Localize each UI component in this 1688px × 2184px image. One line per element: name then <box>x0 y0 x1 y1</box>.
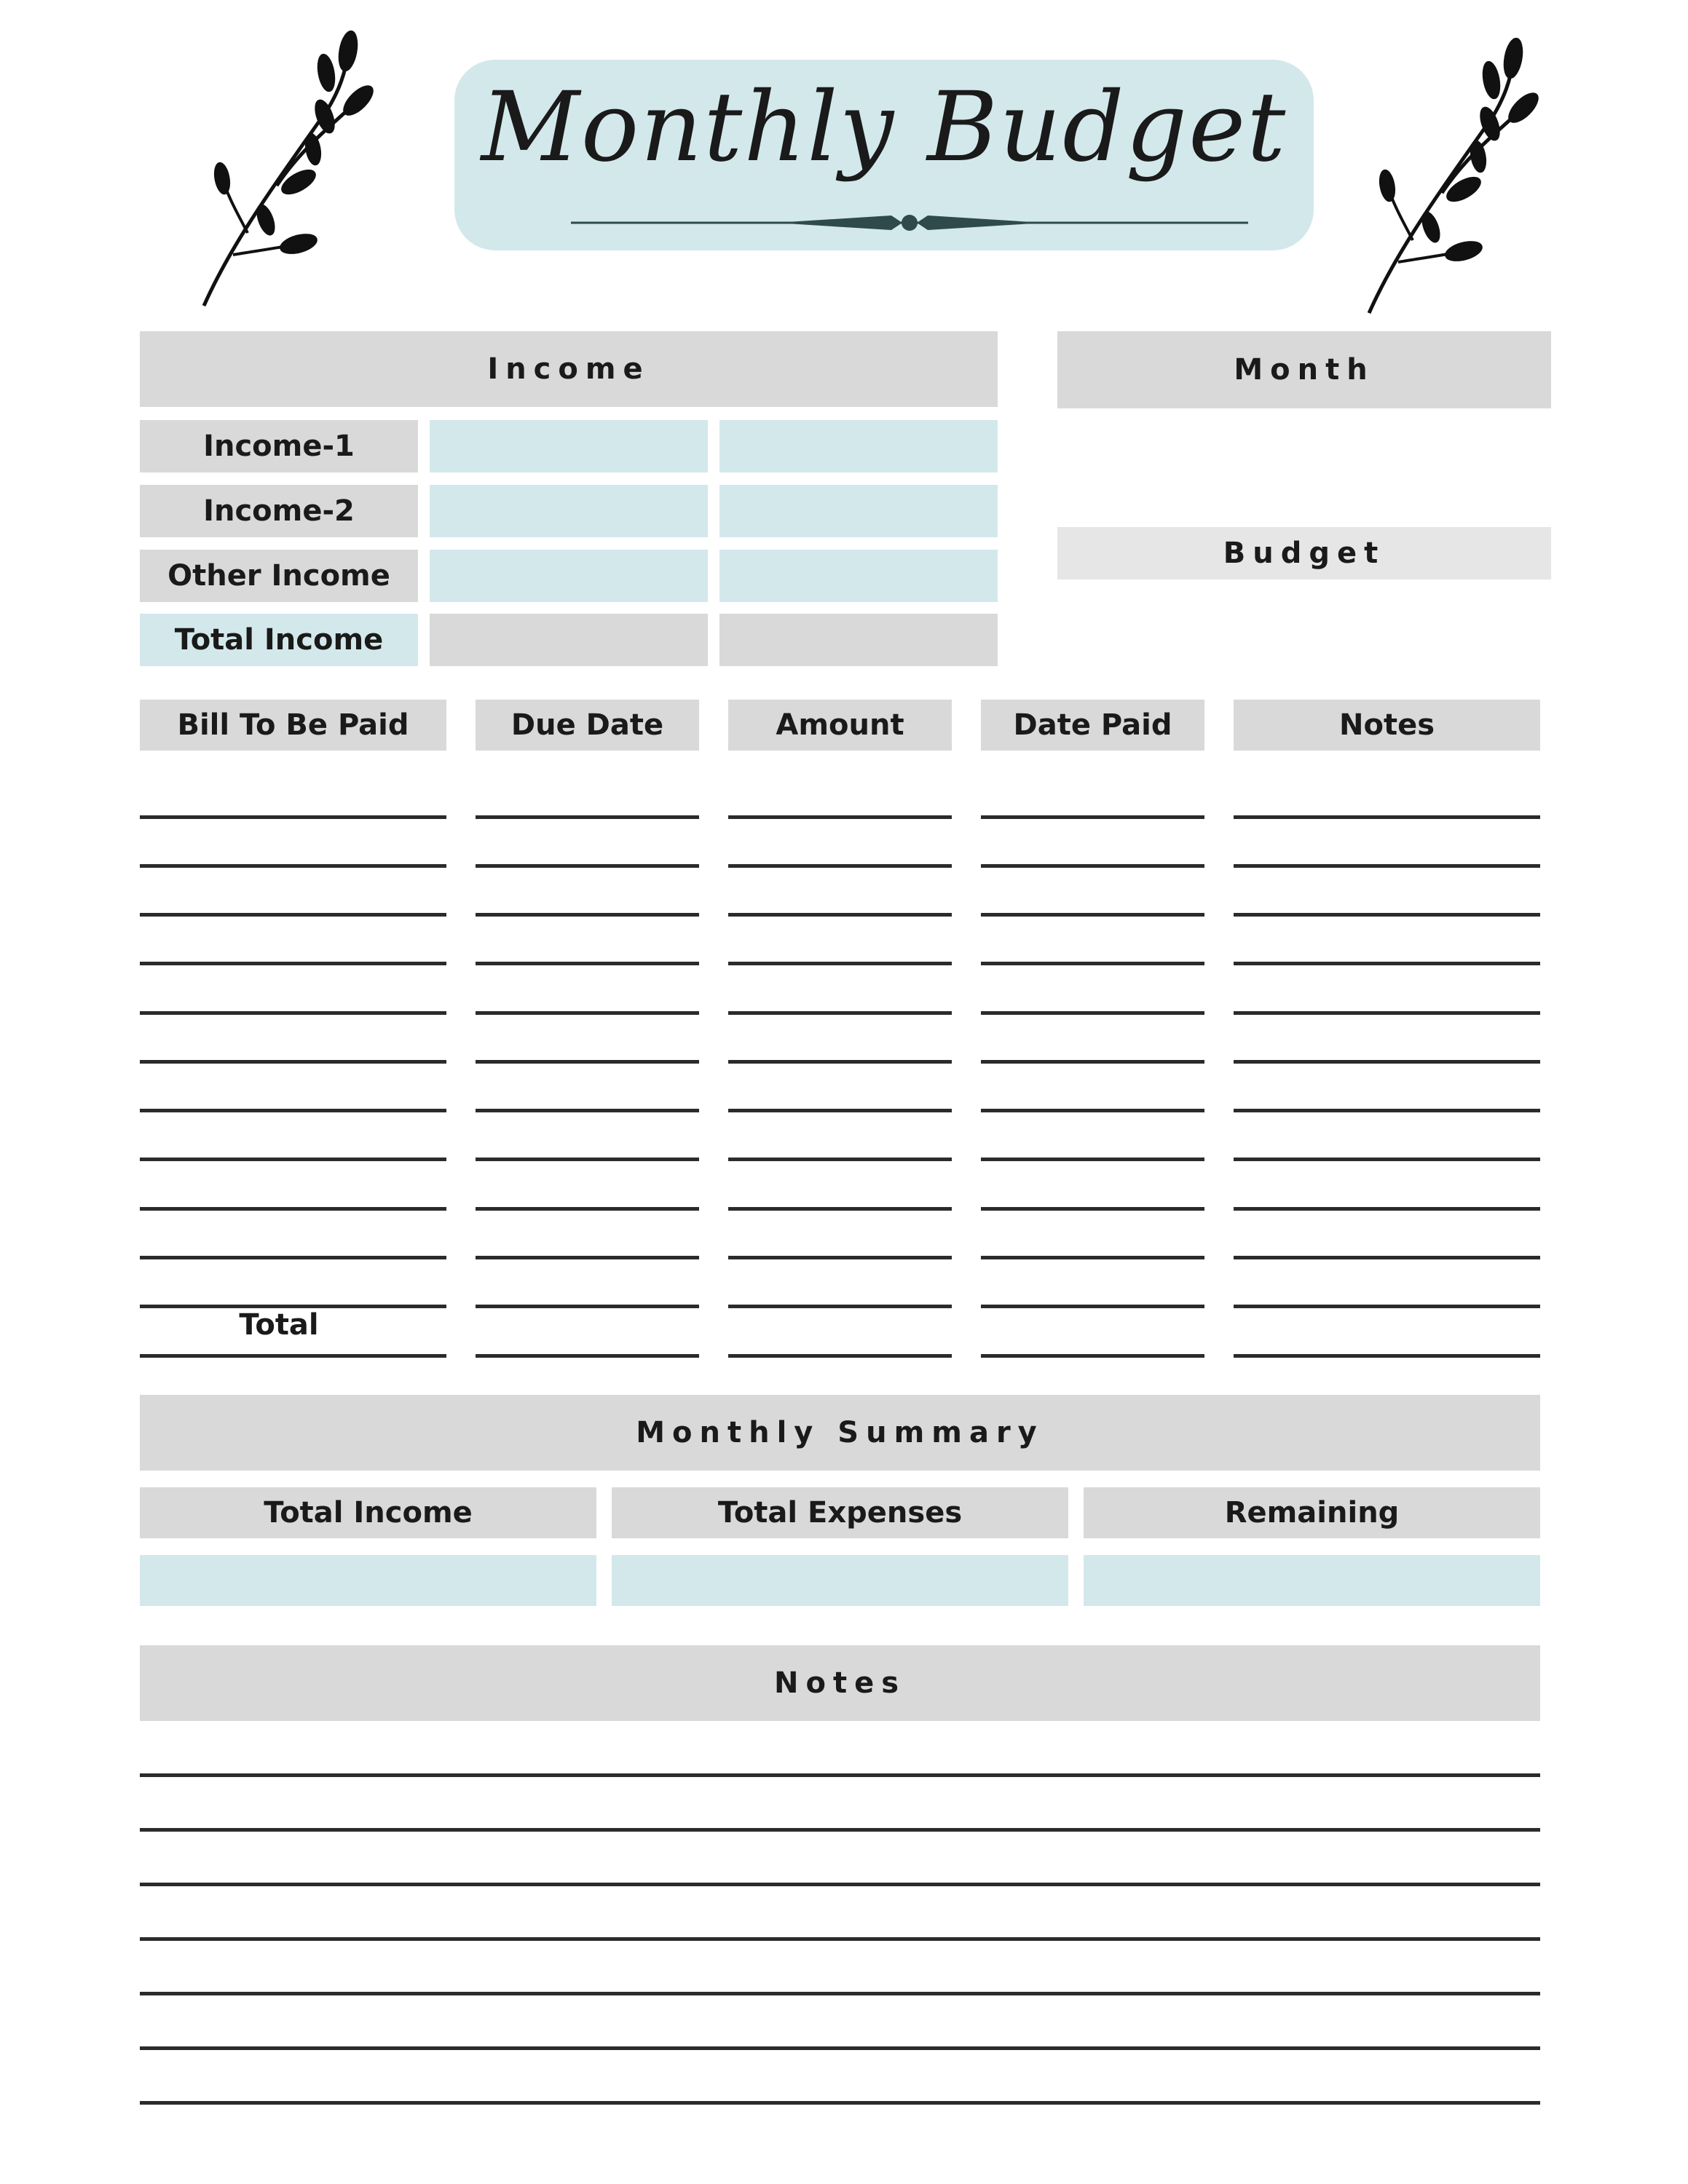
bill-line[interactable] <box>140 1158 446 1161</box>
bill-line[interactable] <box>728 1109 952 1112</box>
amount-column-header: Amount <box>728 700 952 751</box>
bill-line[interactable] <box>981 1354 1204 1358</box>
bill-line[interactable] <box>140 815 446 819</box>
summary-total-expenses-header: Total Expenses <box>612 1487 1068 1538</box>
month-header: Month <box>1057 331 1551 408</box>
bill-line[interactable] <box>728 1305 952 1308</box>
leaf-branch-icon <box>1354 29 1544 320</box>
bill-line[interactable] <box>476 1109 699 1112</box>
summary-total-income-field[interactable] <box>140 1555 596 1606</box>
bill-line[interactable] <box>476 1354 699 1358</box>
bill-line[interactable] <box>476 1207 699 1211</box>
bill-line[interactable] <box>476 962 699 965</box>
total-income-field-b[interactable] <box>719 614 998 666</box>
bill-line[interactable] <box>140 1256 446 1259</box>
bill-line[interactable] <box>1234 1354 1540 1358</box>
page-title: Monthly Budget <box>481 71 1287 183</box>
income-2-label: Income-2 <box>140 485 418 537</box>
bill-line[interactable] <box>981 1011 1204 1015</box>
bill-line[interactable] <box>1234 1305 1540 1308</box>
bill-line[interactable] <box>728 913 952 917</box>
bill-line[interactable] <box>476 864 699 868</box>
date-paid-column-header: Date Paid <box>981 700 1204 751</box>
income-1-field-a[interactable] <box>430 420 708 472</box>
other-income-field-a[interactable] <box>430 550 708 602</box>
notes-line[interactable] <box>140 1883 1540 1886</box>
due-date-column-header: Due Date <box>476 700 699 751</box>
bill-line[interactable] <box>140 1207 446 1211</box>
summary-remaining-header: Remaining <box>1084 1487 1540 1538</box>
bill-line[interactable] <box>140 962 446 965</box>
other-income-label: Other Income <box>140 550 418 602</box>
bill-line[interactable] <box>981 962 1204 965</box>
total-income-label: Total Income <box>140 614 418 666</box>
bill-line[interactable] <box>1234 962 1540 965</box>
bill-line[interactable] <box>728 1207 952 1211</box>
bill-line[interactable] <box>728 962 952 965</box>
bill-line[interactable] <box>1234 1158 1540 1161</box>
notes-line[interactable] <box>140 1773 1540 1777</box>
summary-total-income-header: Total Income <box>140 1487 596 1538</box>
bill-line[interactable] <box>476 1060 699 1064</box>
bill-line[interactable] <box>981 1109 1204 1112</box>
bill-line[interactable] <box>728 1158 952 1161</box>
notes-line[interactable] <box>140 1828 1540 1832</box>
bill-line[interactable] <box>140 864 446 868</box>
bill-line[interactable] <box>981 1158 1204 1161</box>
bill-line[interactable] <box>728 1060 952 1064</box>
bill-line[interactable] <box>1234 1060 1540 1064</box>
notes-header: Notes <box>140 1645 1540 1721</box>
bill-line[interactable] <box>1234 1109 1540 1112</box>
bill-line[interactable] <box>981 1256 1204 1259</box>
bill-line[interactable] <box>981 864 1204 868</box>
bill-line[interactable] <box>1234 913 1540 917</box>
notes-column-header: Notes <box>1234 700 1540 751</box>
bill-line[interactable] <box>728 815 952 819</box>
bill-line[interactable] <box>728 1011 952 1015</box>
bill-total-label: Total <box>239 1308 319 1342</box>
bill-line[interactable] <box>981 1207 1204 1211</box>
bill-line[interactable] <box>140 1354 446 1358</box>
bill-line[interactable] <box>476 1256 699 1259</box>
notes-line[interactable] <box>140 1992 1540 1995</box>
bill-line[interactable] <box>140 1060 446 1064</box>
income-2-field-b[interactable] <box>719 485 998 537</box>
income-1-field-b[interactable] <box>719 420 998 472</box>
bill-line[interactable] <box>1234 1011 1540 1015</box>
summary-total-expenses-field[interactable] <box>612 1555 1068 1606</box>
income-header: Income <box>140 331 998 407</box>
bill-line[interactable] <box>476 913 699 917</box>
notes-line[interactable] <box>140 1937 1540 1941</box>
summary-remaining-field[interactable] <box>1084 1555 1540 1606</box>
income-1-label: Income-1 <box>140 420 418 472</box>
bill-line[interactable] <box>728 1256 952 1259</box>
bill-line[interactable] <box>476 1305 699 1308</box>
bill-line[interactable] <box>728 1354 952 1358</box>
bill-line[interactable] <box>1234 815 1540 819</box>
leaf-branch-icon <box>189 22 379 313</box>
month-field[interactable] <box>1057 408 1551 525</box>
income-2-field-a[interactable] <box>430 485 708 537</box>
bill-line[interactable] <box>981 815 1204 819</box>
bill-line[interactable] <box>476 1158 699 1161</box>
bill-line[interactable] <box>140 1109 446 1112</box>
budget-field[interactable] <box>1057 579 1551 667</box>
bill-line[interactable] <box>981 913 1204 917</box>
budget-header: Budget <box>1057 527 1551 579</box>
total-income-field-a[interactable] <box>430 614 708 666</box>
bill-line[interactable] <box>476 815 699 819</box>
bill-line[interactable] <box>140 913 446 917</box>
bill-line[interactable] <box>1234 864 1540 868</box>
other-income-field-b[interactable] <box>719 550 998 602</box>
bill-line[interactable] <box>476 1011 699 1015</box>
bill-line[interactable] <box>981 1305 1204 1308</box>
title-divider-ornament <box>571 208 1248 237</box>
notes-line[interactable] <box>140 2046 1540 2050</box>
bill-line[interactable] <box>981 1060 1204 1064</box>
summary-header: Monthly Summary <box>140 1395 1540 1471</box>
bill-column-header: Bill To Be Paid <box>140 700 446 751</box>
bill-line[interactable] <box>1234 1207 1540 1211</box>
bill-line[interactable] <box>728 864 952 868</box>
bill-line[interactable] <box>140 1011 446 1015</box>
notes-line[interactable] <box>140 2101 1540 2105</box>
bill-line[interactable] <box>1234 1256 1540 1259</box>
